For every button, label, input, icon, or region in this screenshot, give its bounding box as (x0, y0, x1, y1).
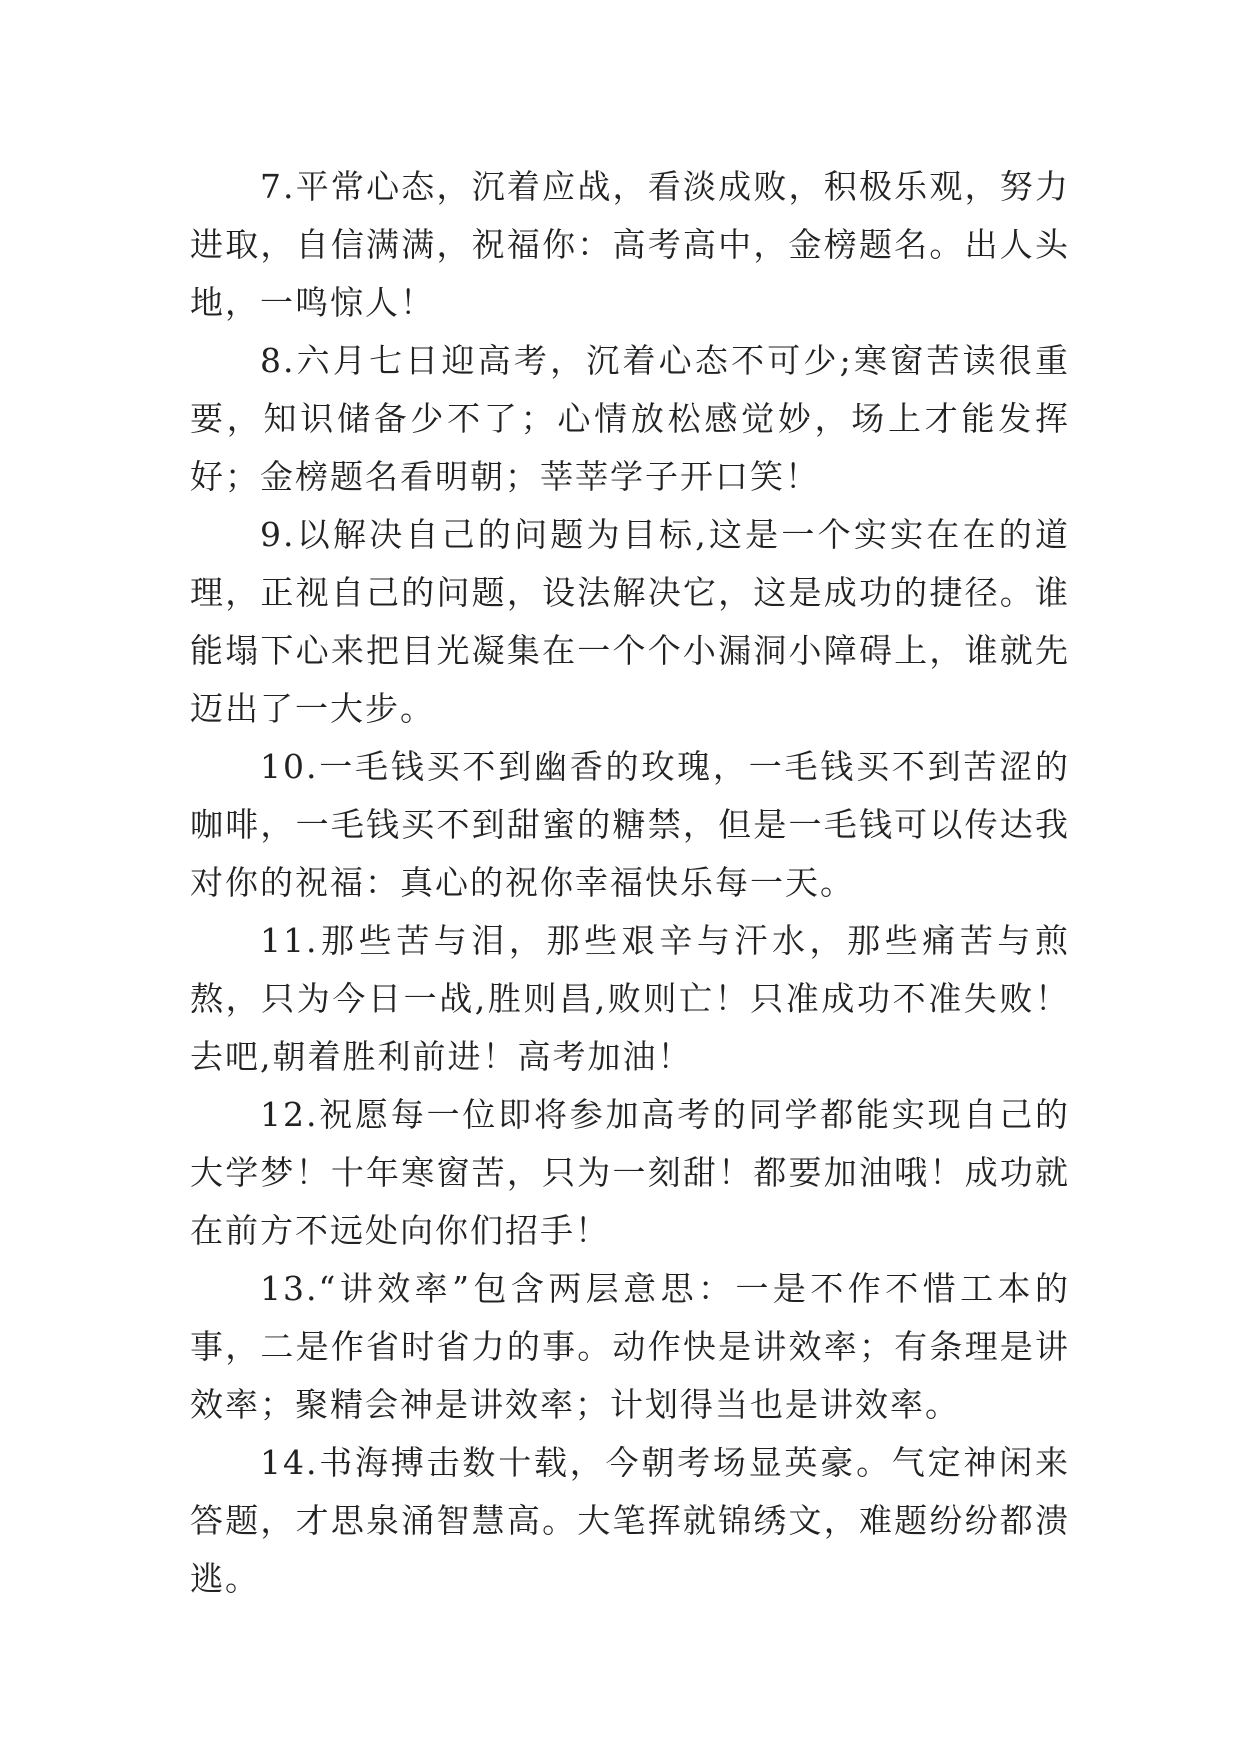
paragraph-11: 11.那些苦与泪，那些艰辛与汗水，那些痛苦与煎熬，只为今日一战,胜则昌,败则亡！只准成功不准失败！去吧,朝着胜利前进！高考加油！ (190, 921, 1070, 1076)
paragraph-12: 12.祝愿每一位即将参加高考的同学都能实现自己的大学梦！十年寒窗苦，只为一刻甜！都要加油哦！成功就在前方不远处向你们招手！ (190, 1095, 1070, 1250)
paragraph-13: 13.“讲效率”包含两层意思：一是不作不惜工本的事，二是作省时省力的事。动作快是讲效率；有条理是讲效率；聚精会神是讲效率；计划得当也是讲效率。 (190, 1269, 1070, 1424)
paragraph-10: 10.一毛钱买不到幽香的玫瑰，一毛钱买不到苦涩的咖啡，一毛钱买不到甜蜜的糖禁，但是一毛钱可以传达我对你的祝福：真心的祝你幸福快乐每一天。 (190, 747, 1070, 902)
document-body (190, 158, 1070, 1608)
paragraph-7: 7.平常心态，沉着应战，看淡成败，积极乐观，努力进取，自信满满，祝福你：高考高中，金榜题名。出人头地，一鸣惊人！ (190, 167, 1070, 322)
paragraph-9: 9.以解决自己的问题为目标,这是一个实实在在的道理，正视自己的问题，设法解决它，这是成功的捷径。谁能塌下心来把目光凝集在一个个小漏洞小障碍上，谁就先迈出了一大步。 (190, 515, 1070, 728)
paragraph-8: 8.六月七日迎高考，沉着心态不可少;寒窗苦读很重要，知识储备少不了；心情放松感觉妙，场上才能发挥好；金榜题名看明朝；莘莘学子开口笑！ (190, 341, 1070, 496)
paragraph-14: 14.书海搏击数十载，今朝考场显英豪。气定神闲来答题，才思泉涌智慧高。大笔挥就锦绣文，难题纷纷都溃逃。 (190, 1443, 1070, 1598)
